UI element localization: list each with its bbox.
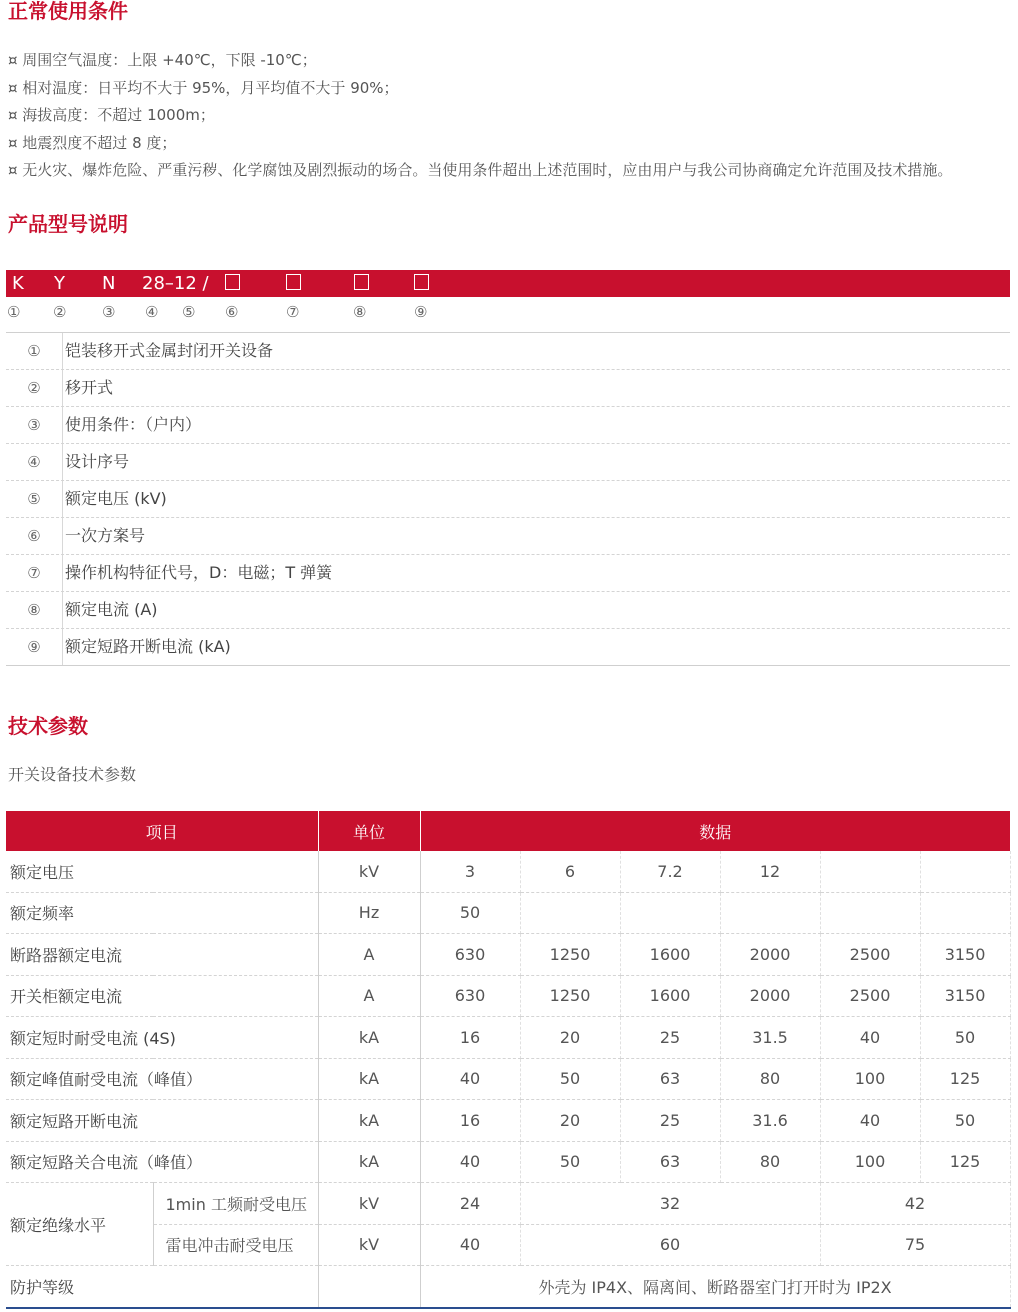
definition-text: 移开式: [65, 378, 114, 397]
row-label: 额定频率: [6, 892, 318, 934]
condition-item: ¤ 地震烈度不超过 8 度；: [8, 133, 177, 152]
row-unit: A: [318, 934, 420, 976]
table-row: [6, 1058, 1010, 1100]
model-code-bar: [6, 270, 1010, 297]
cell-value: [520, 892, 620, 934]
cell-value: 1250: [520, 975, 620, 1017]
definition-number: ③: [6, 407, 63, 443]
model-marker: ④: [145, 303, 159, 321]
cell-value: 40: [420, 1058, 520, 1100]
cell-value: 50: [520, 1058, 620, 1100]
table-row: [6, 1100, 1010, 1142]
row-label: 额定电压: [6, 851, 318, 892]
model-marker: ⑨: [414, 303, 428, 321]
table-row-protection: [6, 1266, 1010, 1308]
cell-value: [820, 892, 920, 934]
cell-value: 16: [420, 1017, 520, 1059]
model-marker: ⑤: [182, 303, 196, 321]
placeholder-box: [225, 270, 240, 297]
definition-row: [6, 518, 1010, 555]
table-header-row: [6, 811, 1010, 851]
cell-value: 2000: [720, 934, 820, 976]
row-label: 额定短路关合电流（峰值）: [6, 1141, 318, 1183]
table-row: [6, 1141, 1010, 1183]
row-unit: kA: [318, 1100, 420, 1142]
definition-row: [6, 481, 1010, 518]
cell-value: 50: [420, 892, 520, 934]
cell-value: 32: [520, 1183, 820, 1225]
cell-value: 2000: [720, 975, 820, 1017]
cell-value: [920, 892, 1010, 934]
cell-value: 50: [920, 1017, 1010, 1059]
cell-value: 31.5: [720, 1017, 820, 1059]
cell-value: 20: [520, 1017, 620, 1059]
row-label: 额定短时耐受电流 (4S): [6, 1017, 318, 1059]
row-unit: kA: [318, 1017, 420, 1059]
table-row: [6, 975, 1010, 1017]
conditions-list: [8, 47, 1018, 185]
row-label: 额定峰值耐受电流（峰值）: [6, 1058, 318, 1100]
row-label: 断路器额定电流: [6, 934, 318, 976]
cell-value: 40: [420, 1224, 520, 1266]
row-unit: kV: [318, 1224, 420, 1266]
row-label: 防护等级: [6, 1266, 318, 1308]
header-data: 数据: [420, 811, 1010, 851]
tech-subtitle: 开关设备技术参数: [8, 765, 137, 784]
row-unit: A: [318, 975, 420, 1017]
model-code-k: K: [12, 273, 24, 294]
definition-text: 操作机构特征代号，D：电磁；T 弹簧: [65, 563, 333, 582]
model-marker: ①: [7, 303, 21, 321]
definition-number: ⑦: [6, 555, 63, 591]
placeholder-box: [414, 270, 429, 297]
cell-value: 125: [920, 1141, 1010, 1183]
cell-value: 25: [620, 1100, 720, 1142]
cell-value: [920, 851, 1010, 892]
cell-value: 42: [820, 1183, 1010, 1225]
cell-value: 40: [820, 1100, 920, 1142]
model-code-y: Y: [54, 273, 65, 294]
cell-value: 50: [520, 1141, 620, 1183]
row-unit: kV: [318, 851, 420, 892]
cell-value: 630: [420, 975, 520, 1017]
cell-value: 12: [720, 851, 820, 892]
condition-item: ¤ 无火灾、爆炸危险、严重污秽、化学腐蚀及剧烈振动的场合。当使用条件超出上述范围时，应由用户与我公司协商确定允许范围及技术措施。: [8, 161, 953, 179]
definition-row: [6, 555, 1010, 592]
table-row: [6, 1017, 1010, 1059]
model-code-series: 28–12 /: [142, 273, 209, 294]
table-row: [6, 892, 1010, 934]
definition-row: [6, 333, 1010, 370]
model-marker: ⑧: [353, 303, 367, 321]
model-marker: ⑥: [225, 303, 239, 321]
placeholder-box: [354, 270, 369, 297]
model-definitions: [6, 333, 1010, 666]
cell-value: 31.6: [720, 1100, 820, 1142]
definition-text: 一次方案号: [65, 526, 146, 545]
cell-value: 50: [920, 1100, 1010, 1142]
definition-text: 额定电流 (A): [65, 600, 158, 619]
cell-value: 2500: [820, 934, 920, 976]
placeholder-box: [286, 270, 301, 297]
definition-row: [6, 444, 1010, 481]
cell-value: 24: [420, 1183, 520, 1225]
cell-value: 3150: [920, 934, 1010, 976]
row-sublabel: 雷电冲击耐受电压: [153, 1224, 318, 1266]
cell-value: 7.2: [620, 851, 720, 892]
cell-value: 6: [520, 851, 620, 892]
cell-value: [820, 851, 920, 892]
row-unit: Hz: [318, 892, 420, 934]
cell-value: 75: [820, 1224, 1010, 1266]
table-row: [6, 934, 1010, 976]
model-marker: ②: [53, 303, 67, 321]
row-label: 额定绝缘水平: [6, 1183, 153, 1266]
cell-value: 100: [820, 1058, 920, 1100]
condition-item: ¤ 周围空气温度：上限 +40℃，下限 -10℃；: [8, 51, 317, 69]
definition-text: 额定电压 (kV): [65, 489, 167, 508]
cell-value: 100: [820, 1141, 920, 1183]
cell-value: 80: [720, 1141, 820, 1183]
cell-value: 40: [820, 1017, 920, 1059]
model-marker: ⑦: [286, 303, 300, 321]
definition-text: 使用条件：（户内）: [65, 415, 202, 434]
header-unit: 单位: [318, 811, 420, 851]
condition-item: ¤ 海拔高度：不超过 1000m；: [8, 106, 215, 124]
cell-value: [720, 892, 820, 934]
definition-number: ⑥: [6, 518, 63, 554]
table-row-insulation: [6, 1224, 1010, 1266]
tech-spec-table: [6, 811, 1011, 1309]
row-label: 开关柜额定电流: [6, 975, 318, 1017]
definition-number: ①: [6, 333, 63, 369]
definition-row: [6, 592, 1010, 629]
definition-row: [6, 370, 1010, 407]
cell-value: 80: [720, 1058, 820, 1100]
cell-value: 40: [420, 1141, 520, 1183]
cell-value: [620, 892, 720, 934]
cell-value: 外壳为 IP4X、隔离间、断路器室门打开时为 IP2X: [420, 1266, 1010, 1308]
section-title-model: 产品型号说明: [8, 212, 128, 236]
cell-value: 2500: [820, 975, 920, 1017]
definition-row: [6, 629, 1010, 666]
condition-item: ¤ 相对温度：日平均不大于 95%，月平均值不大于 90%；: [8, 78, 399, 97]
definition-text: 设计序号: [65, 452, 130, 471]
cell-value: 63: [620, 1058, 720, 1100]
model-code-n: N: [102, 273, 116, 294]
table-row-insulation: [6, 1183, 1010, 1225]
cell-value: 25: [620, 1017, 720, 1059]
definition-number: ④: [6, 444, 63, 480]
definition-number: ②: [6, 370, 63, 406]
row-label: 额定短路开断电流: [6, 1100, 318, 1142]
section-title-tech: 技术参数: [8, 714, 88, 738]
cell-value: 1250: [520, 934, 620, 976]
section-title-conditions: 正常使用条件: [8, 0, 128, 23]
definition-number: ⑧: [6, 592, 63, 628]
cell-value: 125: [920, 1058, 1010, 1100]
cell-value: 1600: [620, 975, 720, 1017]
row-unit: kA: [318, 1058, 420, 1100]
cell-value: 60: [520, 1224, 820, 1266]
cell-value: 3150: [920, 975, 1010, 1017]
definition-text: 额定短路开断电流 (kA): [65, 637, 231, 656]
definition-number: ⑤: [6, 481, 63, 517]
definition-number: ⑨: [6, 629, 63, 665]
cell-value: 16: [420, 1100, 520, 1142]
row-sublabel: 1min 工频耐受电压: [153, 1183, 318, 1225]
row-unit: kA: [318, 1141, 420, 1183]
definition-row: [6, 407, 1010, 444]
cell-value: 1600: [620, 934, 720, 976]
definition-text: 铠装移开式金属封闭开关设备: [65, 341, 274, 360]
header-item: 项目: [6, 811, 318, 851]
cell-value: 20: [520, 1100, 620, 1142]
cell-value: 63: [620, 1141, 720, 1183]
row-unit: [318, 1266, 420, 1308]
row-unit: kV: [318, 1183, 420, 1225]
table-row: [6, 851, 1010, 892]
cell-value: 3: [420, 851, 520, 892]
model-marker: ③: [102, 303, 116, 321]
cell-value: 630: [420, 934, 520, 976]
